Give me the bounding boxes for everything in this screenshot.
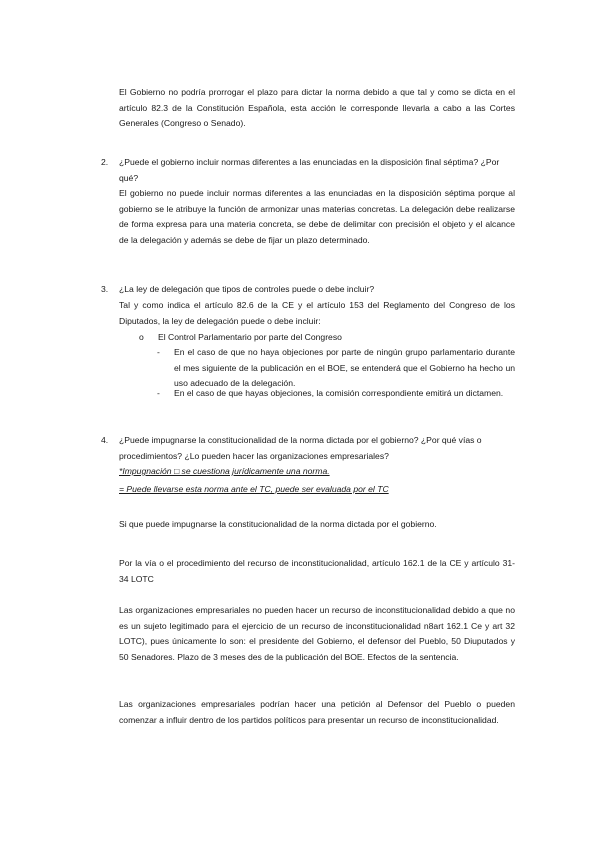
paragraph-procedimiento: Por la vía o el procedimiento del recurso de inconstitucionalidad, artículo 162.1 de la CE y artículo 31-34 LOTC [119, 558, 515, 584]
bullet-marker: o [139, 332, 144, 342]
question-3-number: 3. [101, 284, 109, 294]
question-2-text: ¿Puede el gobierno incluir normas diferentes a las enunciadas en la disposición final séptima? ¿Por qué? [119, 157, 500, 183]
dash-marker-2: - [157, 388, 160, 398]
bullet-item-control: El Control Parlamentario por parte del Congreso [158, 332, 342, 342]
note-tc: = Puede llevarse esta norma ante el TC, puede ser evaluada por el TC [119, 484, 389, 494]
paragraph-defensor: Las organizaciones empresariales podrían hacer una petición al Defensor del Pueblo o pueden comenzar a influir dentro de los partidos políticos para presentar un recurso de inconstitucionalidad. [119, 699, 515, 725]
paragraph-organizaciones: Las organizaciones empresariales no pueden hacer un recurso de inconstitucionalidad debido a que no es un sujeto legitimado para el ejercicio de un recurso de inconstitucionalidad n8art 162.1 Ce y art 32 LOTC), pues únicamente lo son: el presidente del Gobierno, el defensor del Pueblo, 50 Diuputados y 50 Senadores. Plazo de 3 meses des de la publicación del BOE. Efectos de la sentencia. [119, 605, 515, 662]
sub-item-1: En el caso de que no haya objeciones por parte de ningún grupo parlamentario durante el mes siguiente de la publicación en el BOE, se entenderá que el Gobierno ha hecho un uso adecuado de la delegación. [174, 347, 515, 388]
question-4-text: ¿Puede impugnarse la constitucionalidad de la norma dictada por el gobierno? ¿Por qué vías o procedimientos? ¿Lo pueden hacer las organizaciones empresariales? [119, 435, 482, 461]
question-3-text: ¿La ley de delegación que tipos de controles puede o debe incluir? [119, 284, 375, 294]
answer-3-paragraph: Tal y como indica el artículo 82.6 de la CE y el artículo 153 del Reglamento del Congreso de los Diputados, la ley de delegación puede o debe incluir: [119, 300, 515, 326]
question-2-number: 2. [101, 157, 109, 167]
answer-2-paragraph: El gobierno no puede incluir normas diferentes a las enunciadas en la disposición séptima porque al gobierno se le atribuye la función de armonizar unas materias concretas. La delegación debe realizarse de forma expresa para una materia concreta, se debe de delimitar con precisión el objeto y el alcance de la delegación y además se debe de fijar un plazo determinado. [119, 188, 515, 245]
note-impugnacion: *Impugnación □ se cuestiona jurídicamente una norma. [119, 466, 330, 476]
question-4-number: 4. [101, 435, 109, 445]
sub-item-2: En el caso de que hayas objeciones, la comisión correspondiente emitirá un dictamen. [174, 388, 504, 398]
dash-marker-1: - [157, 347, 160, 357]
paragraph-impugnacion: Si que puede impugnarse la constitucionalidad de la norma dictada por el gobierno. [119, 519, 437, 529]
intro-paragraph: El Gobierno no podría prorrogar el plazo para dictar la norma debido a que tal y como se dicta en el artículo 82.3 de la Constitución Española, esta acción le corresponde llevarla a cabo a las Cortes Generales (Congreso o Senado). [119, 87, 515, 128]
